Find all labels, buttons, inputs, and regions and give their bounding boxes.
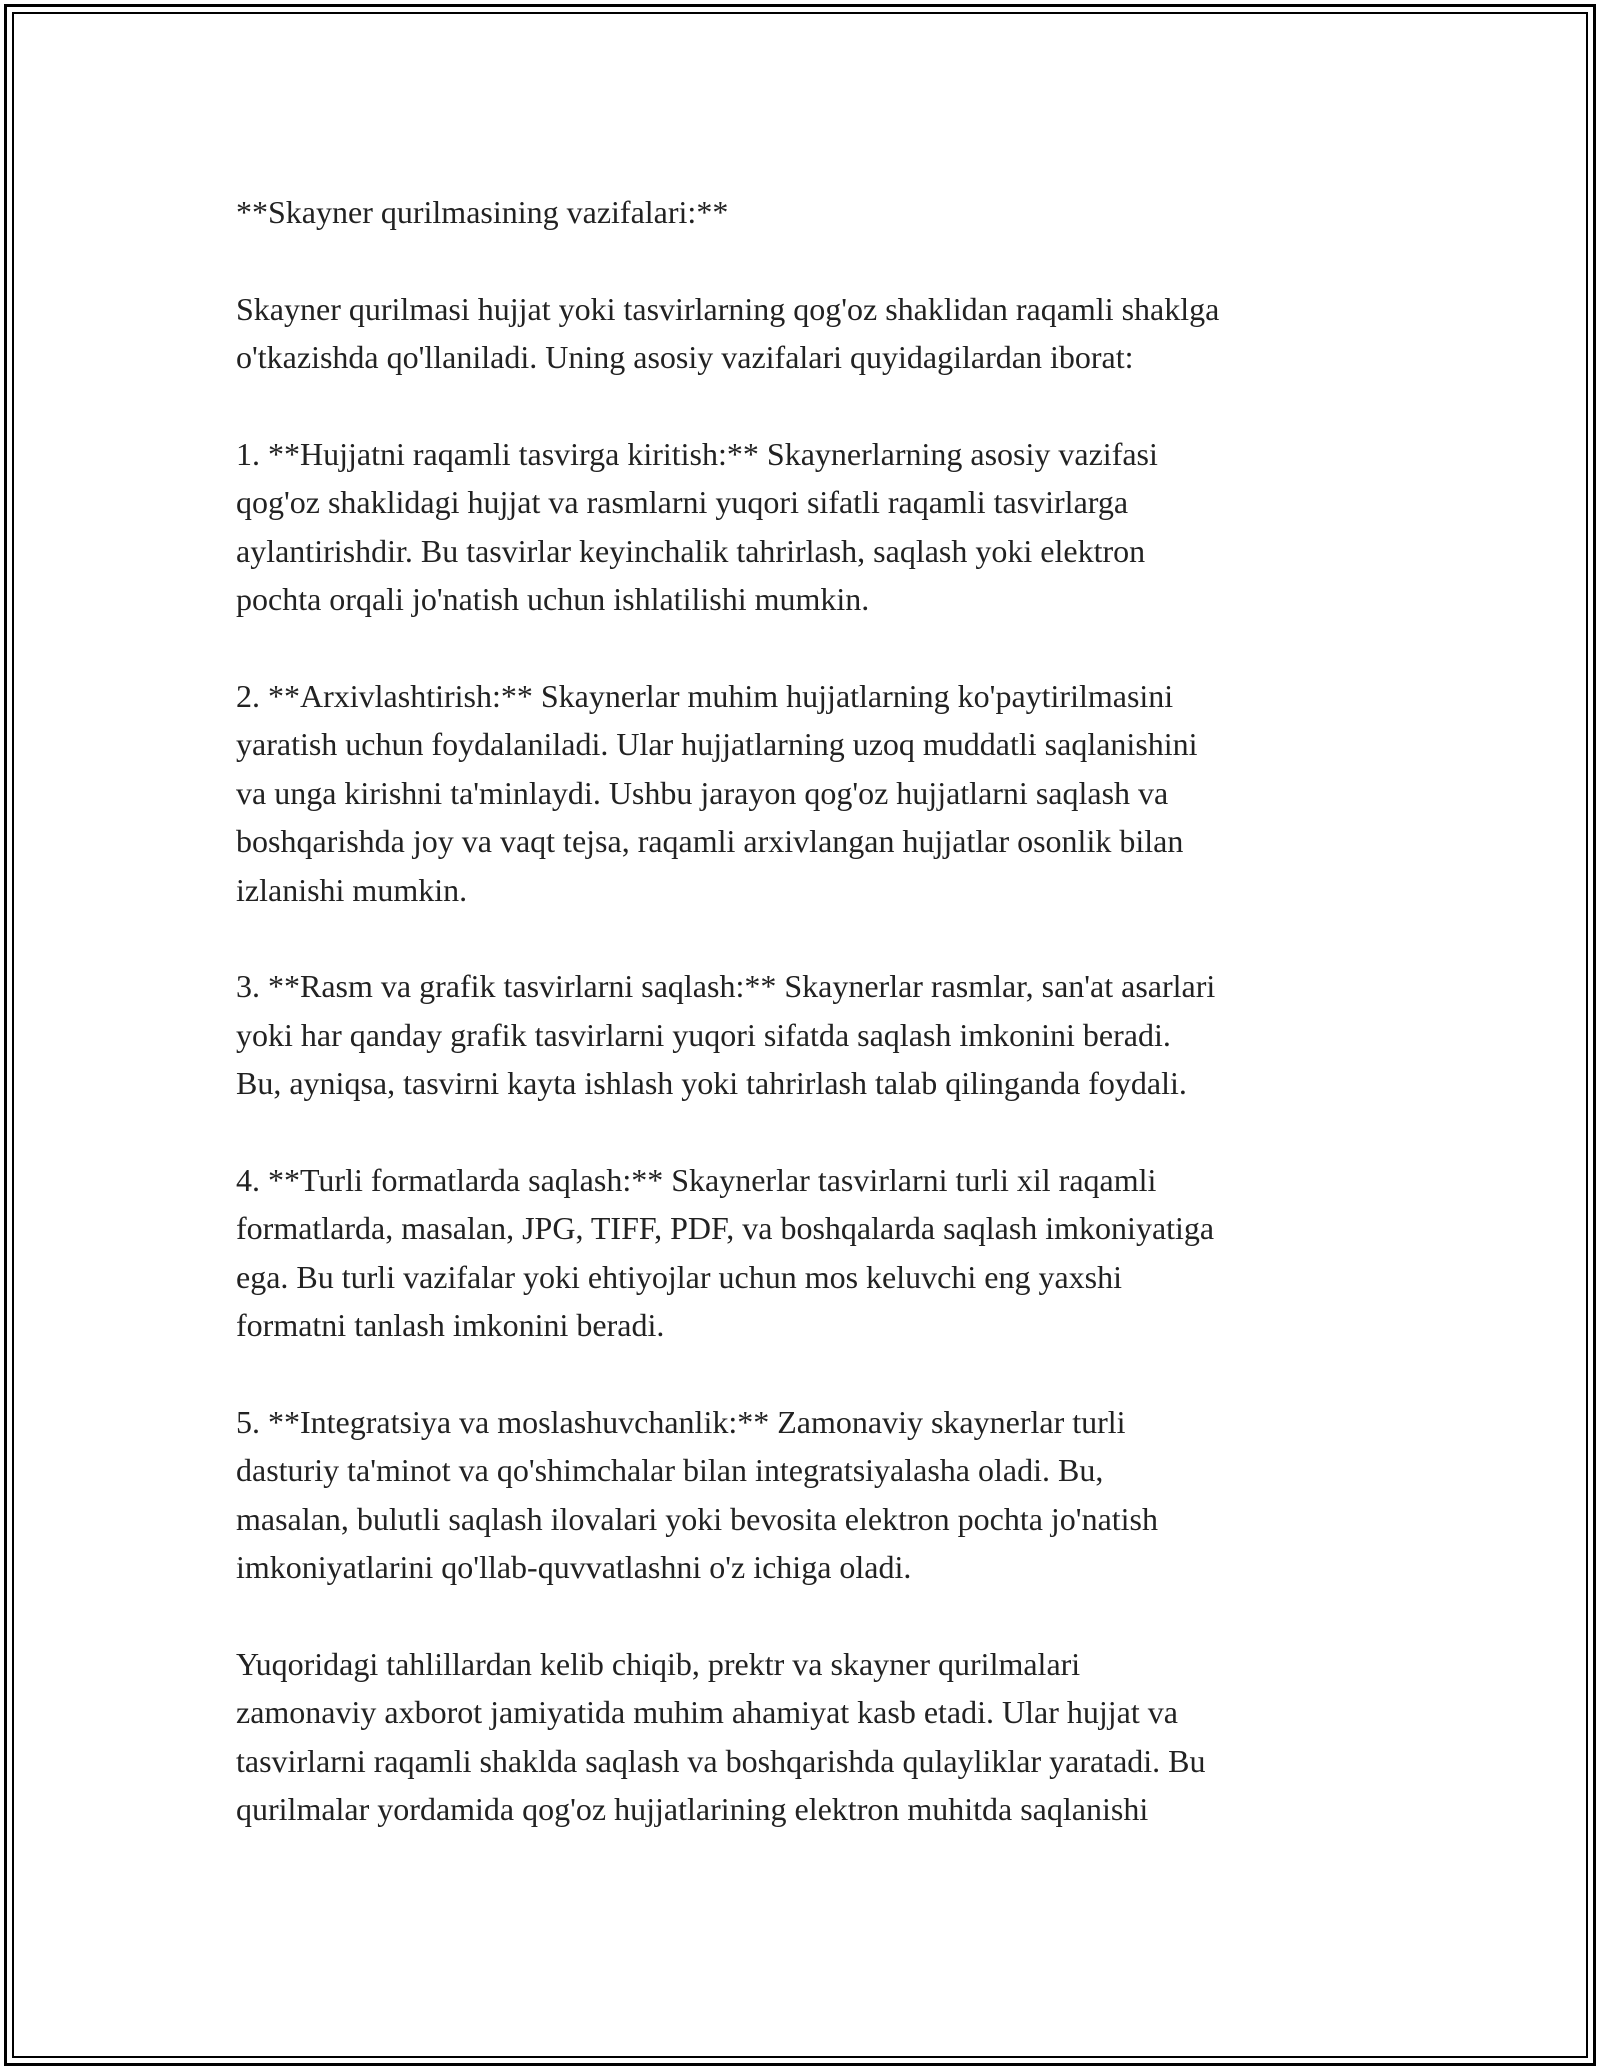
paragraph-line: dasturiy ta'minot va qo'shimchalar bilan integratsiyalasha oladi. Bu, [236,1452,1104,1489]
paragraph-item-2 [236,672,1386,914]
paragraph-line: Bu, ayniqsa, tasvirni kayta ishlash yoki tahrirlash talab qilinganda foydali. [236,1065,1187,1102]
paragraph-line: 2. **Arxivlashtirish:** Skaynerlar muhim hujjatlarning ko'paytirilmasini [236,678,1174,715]
paragraph-item-4 [236,1156,1386,1350]
paragraph-item-5 [236,1398,1386,1592]
document-body [236,188,1386,1882]
paragraph-line: 4. **Turli formatlarda saqlash:** Skaynerlar tasvirlarni turli xil raqamli [236,1162,1157,1199]
paragraph-line: Yuqoridagi tahlillardan kelib chiqib, prektr va skayner qurilmalari [236,1646,1081,1683]
paragraph-line: imkoniyatlarini qo'llab-quvvatlashni o'z ichiga oladi. [236,1549,912,1586]
paragraph-line: qog'oz shaklidagi hujjat va rasmlarni yuqori sifatli raqamli tasvirlarga [236,484,1129,521]
paragraph-line: qurilmalar yordamida qog'oz hujjatlarining elektron muhitda saqlanishi [236,1791,1149,1828]
paragraph-line: 3. **Rasm va grafik tasvirlarni saqlash:** Skaynerlar rasmlar, san'at asarlari [236,968,1216,1005]
paragraph-line: 1. **Hujjatni raqamli tasvirga kiritish:** Skaynerlarning asosiy vazifasi [236,436,1158,472]
paragraph-intro [236,285,1386,382]
paragraph-line: yaratish uchun foydalaniladi. Ular hujjatlarning uzoq muddatli saqlanishini [236,726,1198,763]
paragraph-line: masalan, bulutli saqlash ilovalari yoki bevosita elektron pochta jo'natish [236,1500,1158,1537]
paragraph-line: boshqarishda joy va vaqt tejsa, raqamli arxivlangan hujjatlar osonlik bilan [236,823,1184,860]
paragraph-conclusion [236,1640,1386,1834]
paragraph-line: izlanishi mumkin. [236,871,468,908]
paragraph-line: 5. **Integratsiya va moslashuvchanlik:** Zamonaviy skaynerlar turli [236,1404,1126,1441]
document-heading [236,188,1386,236]
paragraph-line: Skayner qurilmasi hujjat yoki tasvirlarning qog'oz shaklidan raqamli shaklga [236,290,1220,327]
paragraph-line: ega. Bu turli vazifalar yoki ehtiyojlar uchun mos keluvchi eng yaxshi [236,1258,1122,1295]
paragraph-line: o'tkazishda qo'llaniladi. Uning asosiy vazifalari quyidagilardan iborat: [236,339,1134,376]
paragraph-line: va unga kirishni ta'minlaydi. Ushbu jarayon qog'oz hujjatlarni saqlash va [236,774,1169,811]
paragraph-line: zamonaviy axborot jamiyatida muhim ahamiyat kasb etadi. Ular hujjat va [236,1694,1178,1731]
paragraph-line: aylantirishdir. Bu tasvirlar keyinchalik tahrirlash, saqlash yoki elektron [236,532,1146,569]
paragraph-line: formatlarda, masalan, JPG, TIFF, PDF, va boshqalarda saqlash imkoniyatiga [236,1210,1215,1247]
paragraph-line: tasvirlarni raqamli shaklda saqlash va boshqarishda qulayliklar yaratadi. Bu [236,1742,1206,1779]
paragraph-item-3 [236,962,1386,1107]
paragraph-line: formatni tanlash imkonini beradi. [236,1307,665,1344]
paragraph-item-1 [236,430,1386,624]
heading-text: **Skayner qurilmasining vazifalari:** [236,194,729,230]
paragraph-line: pochta orqali jo'natish uchun ishlatilishi mumkin. [236,581,870,618]
paragraph-line: yoki har qanday grafik tasvirlarni yuqori sifatda saqlash imkonini beradi. [236,1016,1171,1053]
